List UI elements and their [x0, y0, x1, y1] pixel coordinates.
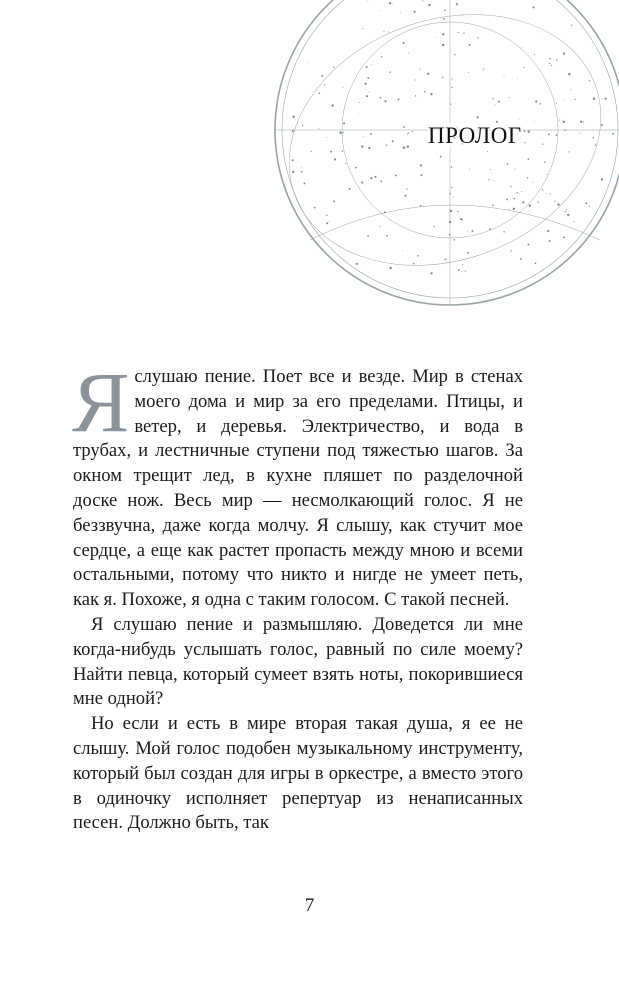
star-dot [520, 258, 522, 260]
star-dot [570, 89, 571, 90]
star-dot [568, 73, 570, 75]
star-dot [579, 133, 580, 134]
star-dot [462, 264, 463, 265]
star-dot [503, 231, 504, 232]
star-dot [529, 204, 531, 206]
star-dot [489, 228, 491, 230]
star-dot [596, 144, 597, 145]
star-dot [361, 181, 363, 183]
star-dot [326, 222, 328, 224]
star-dot [381, 56, 382, 57]
star-dot [490, 169, 491, 170]
star-dot [402, 250, 403, 251]
star-dot [563, 236, 565, 238]
star-dot [542, 189, 543, 190]
star-dot [521, 191, 522, 192]
star-dot [395, 174, 397, 176]
star-dot [392, 4, 393, 5]
star-dot [451, 187, 452, 188]
star-dot [380, 10, 381, 11]
star-dot [528, 158, 530, 160]
star-dot [527, 244, 529, 246]
star-dot [403, 126, 405, 128]
star-dot [524, 130, 526, 132]
paragraph-3: Но если и есть в мире вторая такая душа, я ее не слышу. Мой голос подобен музыкальному инструменту, который был создан для игры в оркестре, а вместо этого в одиночку исполняет репертуар из ненаписанных песен. Должно быть, так [73, 713, 523, 834]
star-dot [547, 193, 548, 194]
star-dot [547, 174, 548, 175]
star-dot [450, 210, 452, 212]
star-dot [402, 145, 403, 146]
star-dot [585, 202, 587, 204]
star-dot [379, 226, 380, 227]
star-dot [510, 186, 512, 188]
star-dot [516, 192, 517, 193]
star-dot [494, 104, 495, 105]
star-dot [443, 18, 445, 20]
star-dot [463, 33, 464, 34]
star-dot [370, 177, 372, 179]
star-dot [601, 178, 603, 180]
star-dot [442, 44, 444, 46]
star-dot [403, 42, 405, 44]
star-dot [564, 129, 566, 131]
star-dot [302, 125, 303, 126]
star-dot [458, 269, 460, 271]
star-dot [388, 32, 389, 33]
paragraph-1 [72, 354, 523, 613]
star-dot [528, 131, 530, 133]
star-dot [311, 151, 312, 152]
star-dot [374, 176, 376, 178]
star-dot [506, 198, 508, 200]
star-dot [301, 167, 302, 168]
star-dot [314, 207, 316, 209]
star-dot [589, 80, 590, 81]
star-dot [358, 50, 359, 51]
star-dot [367, 77, 369, 79]
star-dot [593, 98, 595, 100]
star-dot [333, 66, 334, 67]
star-dot [380, 97, 382, 99]
star-dot [326, 137, 327, 138]
page-number: 7 [304, 895, 315, 916]
paragraph-2: Я слушаю пение и размышляю. Доведется ли мне когда-нибудь услышать голос, равный по силе моему? Найти певца, который сумеет взять ноты, покорившиеся мне одной? [73, 613, 523, 710]
star-dot [345, 163, 346, 164]
star-dot [469, 169, 470, 170]
star-dot [415, 95, 416, 96]
star-dot [514, 198, 516, 200]
star-dot [445, 259, 446, 260]
star-dot [559, 120, 560, 121]
star-dot [523, 67, 524, 68]
star-dot [415, 80, 416, 81]
star-dot [413, 263, 415, 265]
star-dot [342, 87, 343, 88]
star-dot [389, 71, 391, 73]
star-dot [406, 188, 407, 189]
star-dot [417, 255, 419, 257]
star-dot [363, 136, 364, 137]
star-dot [368, 147, 370, 149]
star-dot [420, 205, 422, 207]
star-dot [339, 131, 341, 133]
star-dot [371, 64, 372, 65]
star-dot [404, 195, 406, 197]
star-dot [468, 72, 469, 73]
star-dot [493, 180, 494, 181]
star-dot [435, 37, 436, 38]
star-dot [453, 239, 455, 241]
star-dot [564, 100, 565, 101]
star-dot [343, 122, 345, 124]
star-dot [511, 250, 512, 251]
star-dot [449, 234, 451, 236]
star-dot [595, 145, 596, 146]
star-dot [384, 100, 386, 102]
star-dot [565, 211, 566, 212]
star-dot [369, 92, 370, 93]
star-dot [386, 235, 388, 237]
star-dot [583, 122, 584, 123]
star-dot [522, 201, 524, 203]
star-dot [574, 221, 575, 222]
star-dot [548, 134, 550, 136]
star-dot [419, 69, 420, 70]
star-dot [389, 267, 391, 269]
star-dot [483, 70, 484, 71]
star-dot [538, 201, 539, 202]
star-dot [440, 156, 442, 158]
star-dot [513, 208, 515, 210]
star-dot [534, 54, 535, 55]
star-dot [612, 133, 614, 135]
star-dot [400, 12, 401, 13]
star-dot [556, 134, 558, 136]
star-dot [359, 102, 360, 103]
star-dot [554, 200, 555, 201]
star-dot [567, 214, 569, 216]
star-dot [509, 97, 510, 98]
star-dot [384, 211, 386, 213]
star-dot [366, 95, 368, 97]
star-dot [527, 177, 528, 178]
drop-cap: Я [72, 354, 130, 450]
star-dot [549, 240, 551, 242]
star-dot [454, 54, 455, 55]
star-dot [524, 142, 525, 143]
star-dot [521, 47, 522, 48]
star-dot [483, 68, 484, 69]
star-dot [321, 75, 323, 77]
star-dot [472, 230, 474, 232]
star-dot [547, 230, 549, 232]
star-dot [349, 188, 351, 190]
star-dot [292, 130, 294, 132]
star-dot [563, 121, 565, 123]
star-dot [383, 31, 384, 32]
star-dot [504, 75, 505, 76]
star-dot [329, 221, 330, 222]
star-dot [549, 58, 551, 60]
star-dot [430, 272, 432, 274]
star-dot [403, 147, 405, 149]
star-map-arc [310, 205, 600, 240]
star-dot [422, 0, 423, 1]
star-dot [398, 98, 400, 100]
star-dot [462, 14, 463, 15]
star-dot [542, 144, 543, 145]
star-dot [514, 169, 515, 170]
star-dot [389, 2, 391, 4]
star-dot [574, 99, 575, 100]
star-dot [467, 231, 468, 232]
star-dot [568, 151, 569, 152]
star-dot [414, 11, 416, 13]
chapter-title: ПРОЛОГ [428, 123, 522, 148]
star-dot [549, 63, 550, 64]
star-dot [326, 215, 327, 216]
star-dot [557, 203, 559, 205]
star-dot [467, 252, 469, 254]
star-dot [451, 167, 452, 168]
star-dot [451, 87, 452, 88]
star-dot [343, 132, 344, 133]
star-dot [366, 66, 368, 68]
star-dot [324, 84, 325, 85]
star-dot [518, 119, 519, 120]
star-dot [461, 271, 462, 272]
star-dot [442, 77, 444, 79]
star-dot [450, 103, 451, 104]
star-dot [304, 182, 306, 184]
star-dot [318, 92, 320, 94]
paragraph-1-text: слушаю пение. Поет все и везде. Мир в стенах моего дома и мир за его пределами. Птицы, и ветер, и деревья. Электричество, и вода в трубах, и лестничные ступени под тяжестью шагов. За окном трещит лед, в кухне пляшет по разделочной доске нож. Весь мир — несмолкающий голос. Я не беззвучна, даже когда молчу. Я слышу, как стучит мое сердце, а еще как растет пропасть между мною и всеми остальными, потому что никто и нигде не умеет петь, как я. Похоже, я одна с таким голосом. С такой песней. [73, 366, 523, 611]
star-dot [458, 32, 459, 33]
star-dot [407, 134, 408, 135]
star-dot [593, 137, 595, 139]
star-dot [449, 221, 451, 223]
star-dot [420, 174, 422, 176]
star-dot [408, 132, 409, 133]
star-dot [551, 65, 552, 66]
star-dot [469, 44, 471, 46]
star-dot [487, 151, 488, 152]
star-dot [318, 128, 319, 129]
star-dot [532, 182, 533, 183]
star-dot [498, 101, 500, 103]
star-dot [461, 219, 462, 220]
star-dot [386, 144, 388, 146]
star-dot [517, 78, 518, 79]
star-dot [453, 197, 454, 198]
star-dot [356, 263, 358, 265]
star-dot [507, 163, 509, 165]
star-dot [580, 121, 582, 123]
star-dot [412, 131, 413, 132]
star-dot [292, 115, 294, 117]
star-dot [508, 209, 509, 210]
star-dot [292, 171, 294, 173]
star-dot [457, 211, 458, 212]
star-dot [444, 9, 446, 11]
star-dot [534, 262, 536, 264]
star-dot [540, 32, 541, 33]
star-dot [333, 200, 335, 202]
star-dot [456, 3, 458, 5]
star-dot [532, 6, 534, 8]
star-dot [436, 154, 437, 155]
star-dot [367, 235, 369, 237]
star-dot [493, 98, 494, 99]
star-dot [334, 158, 336, 160]
star-dot [427, 73, 429, 75]
star-dot [355, 167, 357, 169]
star-dot [424, 91, 426, 93]
star-dot [477, 37, 478, 38]
star-dot [465, 270, 466, 271]
star-dot [342, 150, 343, 151]
star-dot [420, 164, 422, 166]
star-dot [451, 78, 452, 79]
star-dot [449, 193, 451, 195]
star-dot [566, 209, 567, 210]
star-dot [535, 100, 537, 102]
star-dot [408, 52, 409, 53]
star-dot [544, 161, 546, 163]
star-dot [601, 124, 603, 126]
star-dot [605, 97, 607, 99]
star-dot [563, 52, 565, 54]
star-dot [301, 171, 303, 173]
star-dot [407, 145, 409, 147]
star-dot [556, 59, 557, 60]
star-dot [428, 4, 430, 6]
star-dot [370, 133, 372, 135]
star-dot [602, 98, 603, 99]
star-dot [364, 83, 366, 85]
star-dot [442, 33, 444, 35]
star-dot [477, 116, 479, 118]
star-dot [330, 151, 332, 153]
star-dot [331, 104, 333, 106]
star-dot [361, 145, 363, 147]
body-text [72, 354, 523, 836]
star-dot [534, 121, 535, 122]
star-dot [392, 140, 394, 142]
star-dot [540, 103, 541, 104]
star-dot [571, 25, 572, 26]
star-dot [307, 62, 308, 63]
star-dot [362, 28, 363, 29]
star-dot [556, 103, 557, 104]
star-map-decoration [270, 0, 619, 320]
star-dot [433, 226, 434, 227]
star-dot [292, 159, 294, 161]
star-dot [492, 204, 494, 206]
star-dot [358, 114, 359, 115]
star-dot [444, 259, 445, 260]
star-dot [380, 180, 382, 182]
star-dot [589, 206, 590, 207]
star-dot [488, 179, 489, 180]
star-dot [550, 193, 551, 194]
star-dot [430, 93, 432, 95]
